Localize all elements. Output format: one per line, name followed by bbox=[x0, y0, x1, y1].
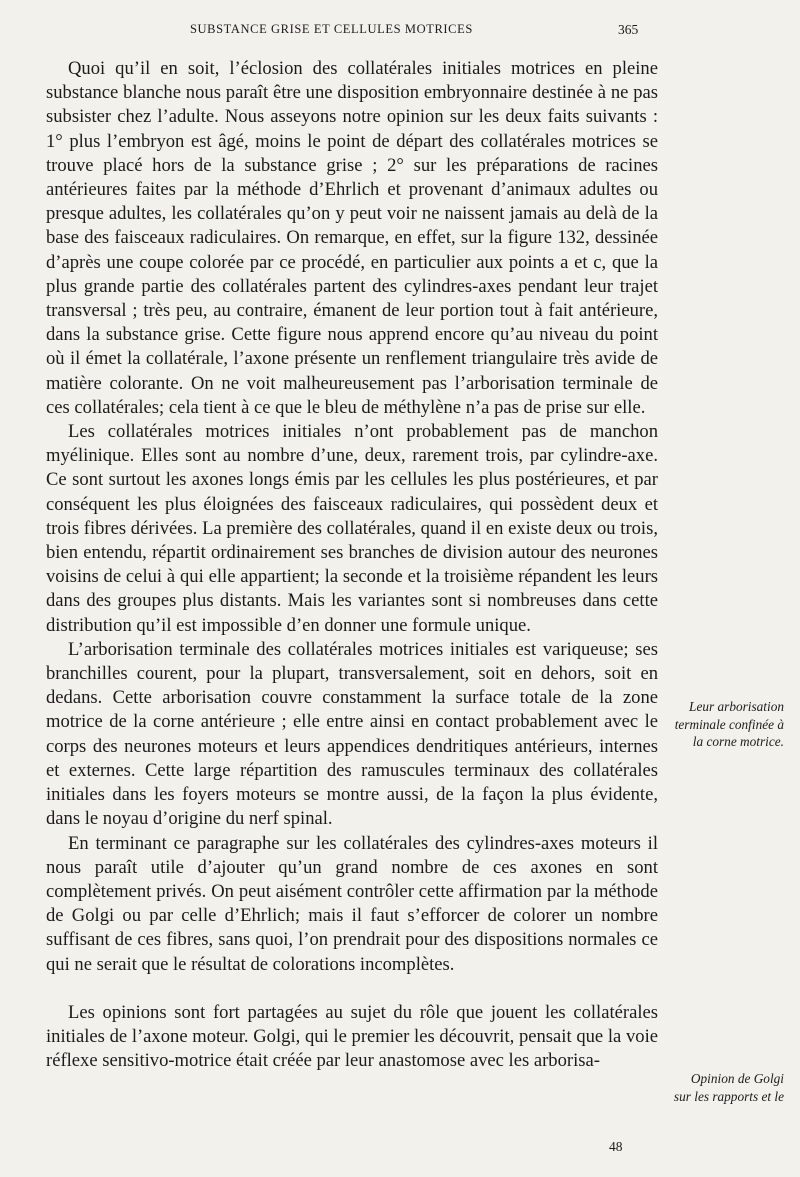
main-text-column bbox=[46, 57, 658, 1073]
signature-mark: 48 bbox=[609, 1139, 623, 1154]
margin-note-2: Opinion de Golgi sur les rapports et le bbox=[673, 1071, 784, 1104]
margin-note-1: Leur arborisation terminale confinée à la corne motrice. bbox=[674, 699, 784, 749]
paragraph-1: Quoi qu’il en soit, l’éclosion des collatérales initiales motrices en pleine substance blanche nous paraît être une disposition embryonnaire destinée à ne pas subsister chez l’adulte. Nous asseyons notre opinion sur les deux faits suivants : 1° plus l’embryon est âgé, moins le point de départ des collatérales motrices se trouve placé hors de la substance grise ; 2° sur les préparations de racines antérieures faites par la méthode d’Ehrlich et provenant d’animaux adultes ou presque adultes, les collatérales qu’on y peut voir ne naissent jamais au delà de la base des faisceaux radiculaires. On remarque, en effet, sur la figure 132, dessinée d’après une coupe colorée par ce procédé, en particulier aux points a et c, que la plus grande partie des collatérales partent des cylindres-axes pendant leur trajet transversal ; très peu, au contraire, émanent de leur portion tout à fait antérieure, dans la substance grise. Cette figure nous apprend encore qu’au niveau du point où il émet la collatérale, l’axone présente un renflement triangulaire très avide de matière colorante. On ne voit malheureusement pas l’arborisation terminale de ces collatérales; cela tient à ce que le bleu de méthylène n’a pas de prise sur elle. bbox=[46, 58, 658, 418]
paragraph-5: Les opinions sont fort partagées au sujet du rôle que jouent les collatérales initiales de l’axone moteur. Golgi, qui le premier les découvrit, pensait que la voie réflexe sensitivo-motrice était créée par leur anastomose avec les arborisa- bbox=[46, 1001, 658, 1072]
paragraph-3: L’arborisation terminale des collatérales motrices initiales est variqueuse; ses branchilles courent, pour la plupart, transversalement, soit en dehors, soit en dedans. Cette arborisation couvre constamment la surface totale de la zone motrice de la corne antérieure ; elle entre ainsi en contact probablement avec le corps des neurones moteurs et leurs appendices dendritiques antérieurs, internes et externes. Cette large répartition des ramuscules terminaux des collatérales initiales dans les foyers moteurs se montre aussi, de la façon la plus évidente, dans le noyau d’origine du nerf spinal. bbox=[46, 638, 658, 830]
running-header bbox=[0, 22, 800, 42]
page-number: 365 bbox=[618, 22, 639, 37]
paragraph-2: Les collatérales motrices initiales n’ont probablement pas de manchon myélinique. Elles sont au nombre d’une, deux, rarement trois, par cylindre-axe. Ce sont surtout les axones longs émis par les cellules les plus postérieures, et par conséquent les plus éloignées des faisceaux radiculaires, qui possèdent deux et trois fibres dérivées. La première des collatérales, quand il en existe deux ou trois, bien entendu, répartit ordinairement ses branches de division autour des neurones voisins de celui à qui elle appartient; la seconde et la troisième répandent les leurs dans des groupes plus distants. Mais les variantes sont si nombreuses dans cette distribution qu’il est impossible d’en donner une formule unique. bbox=[46, 421, 658, 636]
running-title: SUBSTANCE GRISE ET CELLULES MOTRICES bbox=[190, 22, 473, 36]
paragraph-4: En terminant ce paragraphe sur les collatérales des cylindres-axes moteurs il nous paraît utile d’ajouter qu’un grand nombre de ces axones en sont complètement privés. On peut aisément contrôler cette affirmation par la méthode de Golgi ou par celle d’Ehrlich; mais il faut s’efforcer de colorer un nombre suffisant de ces fibres, sans quoi, l’on prendrait pour des dispositions normales ce qui ne serait que le résultat de colorations incomplètes. bbox=[46, 832, 658, 975]
